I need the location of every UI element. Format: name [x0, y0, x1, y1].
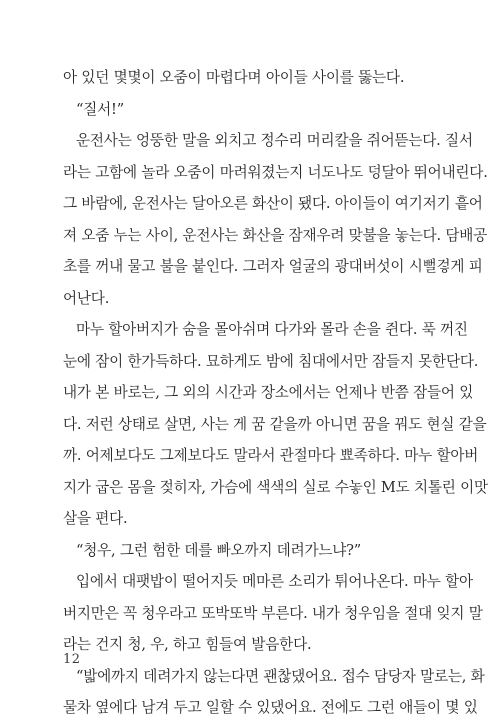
- text-line: 눈에 잠이 한가득하다. 묘하게도 밤에 침대에서만 잠들지 못한단다.: [63, 352, 479, 370]
- text-line: 어난다.: [63, 289, 110, 307]
- text-line: 그 바람에, 운전사는 달아오른 화산이 됐다. 아이들이 여기저기 흩어: [63, 195, 483, 212]
- text-line: 내가 본 바로는, 그 외의 시간과 장소에서는 언제나 반쯤 잠들어 있: [63, 384, 474, 401]
- text-line: 라는 건지 청, 우, 하고 힘들여 발음한다.: [63, 636, 312, 653]
- text-line: 살을 편다.: [63, 510, 128, 527]
- text-line: 지가 굽은 몸을 젖히자, 가슴에 색색의 실로 수놓인 M도 치톨린 이맛: [63, 478, 488, 496]
- text-line: “밟에까지 데려가지 않는다면 괜찮댔어요. 접수 담당자 말로는, 화: [76, 667, 485, 685]
- text-line: 버지만은 꼭 청우라고 또박또박 부른다. 내가 청우임을 절대 잊지 말: [63, 604, 483, 622]
- body-text: [63, 62, 488, 724]
- page-number: 12: [63, 652, 81, 667]
- text-line: 마누 할아버지가 숨을 몰아쉬며 다가와 몰라 손을 쥔다. 푹 꺼진: [76, 321, 468, 338]
- text-line: 입에서 대팻밥이 떨어지듯 메마른 소리가 튀어나온다. 마누 할아: [76, 573, 473, 590]
- text-line: 져 오줌 누는 사이, 운전사는 화산을 잠재우려 맞불을 놓는다. 담배공: [63, 226, 488, 244]
- text-line: “청우, 그런 험한 데를 빠오까지 데려가느냐?”: [76, 541, 362, 559]
- text-line: 운전사는 엉뚱한 말을 외치고 정수리 머리칼을 쥐어뜯는다. 질서: [76, 132, 473, 149]
- text-line: 초를 꺼내 물고 불을 붙인다. 그러자 얼굴의 광대버섯이 시뻘겋게 피: [63, 258, 483, 275]
- text-line: 라는 고함에 놀라 오줌이 마려워졌는지 너도나도 덩달아 뛰어내린다.: [63, 163, 488, 181]
- text-line: 아 있던 몇몇이 오줌이 마렵다며 아이들 사이를 뚫는다.: [63, 69, 405, 86]
- text-line: “질서!”: [76, 100, 124, 118]
- text-line: 까. 어제보다도 그제보다도 말라서 관절마다 뾰족하다. 마누 할아버: [63, 447, 479, 464]
- text-line: 물차 옆에다 남겨 두고 일할 수 있댔어요. 전에도 그런 애들이 몇 있: [63, 699, 478, 716]
- text-line: 다. 저런 상태로 살면, 사는 게 꿈 같을까 아니면 꿈을 꿔도 현실 같을: [63, 415, 487, 433]
